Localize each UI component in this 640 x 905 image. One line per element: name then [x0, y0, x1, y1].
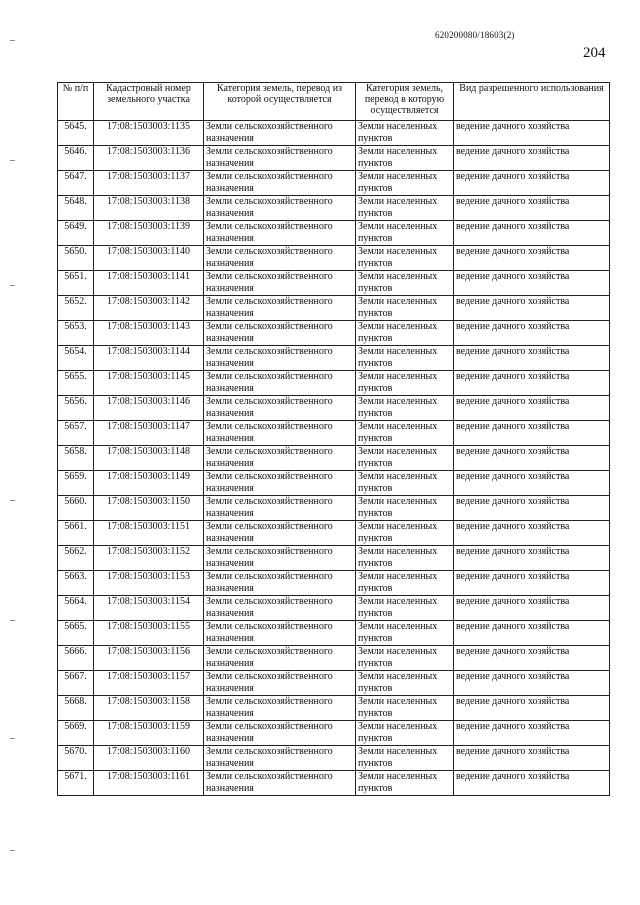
- category-to-line1: Земли населенных: [358, 396, 438, 407]
- category-to-line2: пунктов: [358, 758, 393, 769]
- row-number: 5668.: [58, 696, 94, 721]
- category-from-line1: Земли сельскохозяйственного: [206, 271, 333, 282]
- cadastral-number: 17:08:1503003:1140: [94, 246, 204, 271]
- category-from-line1: Земли сельскохозяйственного: [206, 471, 333, 482]
- permitted-use: ведение дачного хозяйства: [454, 171, 610, 196]
- permitted-use: ведение дачного хозяйства: [454, 596, 610, 621]
- category-to: [356, 721, 454, 746]
- category-from: [204, 621, 356, 646]
- category-from-line1: Земли сельскохозяйственного: [206, 121, 333, 132]
- category-from-line2: назначения: [206, 783, 254, 794]
- permitted-use: ведение дачного хозяйства: [454, 146, 610, 171]
- scan-margin-mark: [10, 500, 15, 501]
- table-row: [58, 496, 610, 521]
- category-to-line1: Земли населенных: [358, 446, 438, 457]
- category-to-line2: пунктов: [358, 133, 393, 144]
- category-to-line2: пунктов: [358, 483, 393, 494]
- table-row: [58, 571, 610, 596]
- category-to-line1: Земли населенных: [358, 771, 438, 782]
- category-to-line2: пунктов: [358, 308, 393, 319]
- table-row: [58, 521, 610, 546]
- category-from-line1: Земли сельскохозяйственного: [206, 546, 333, 557]
- land-plot-table: [57, 82, 610, 796]
- category-from: [204, 146, 356, 171]
- table-row: [58, 546, 610, 571]
- category-from-line2: назначения: [206, 558, 254, 569]
- category-to-line1: Земли населенных: [358, 521, 438, 532]
- scan-margin-mark: [10, 850, 15, 851]
- permitted-use: ведение дачного хозяйства: [454, 446, 610, 471]
- category-to-line2: пунктов: [358, 708, 393, 719]
- category-to-line1: Земли населенных: [358, 371, 438, 382]
- cadastral-number: 17:08:1503003:1155: [94, 621, 204, 646]
- category-to-line2: пунктов: [358, 608, 393, 619]
- category-to-line2: пунктов: [358, 433, 393, 444]
- cadastral-number: 17:08:1503003:1149: [94, 471, 204, 496]
- category-from-line1: Земли сельскохозяйственного: [206, 296, 333, 307]
- category-from-line2: назначения: [206, 658, 254, 669]
- category-from-line2: назначения: [206, 383, 254, 394]
- row-number: 5659.: [58, 471, 94, 496]
- category-from-line1: Земли сельскохозяйственного: [206, 421, 333, 432]
- category-to-line2: пунктов: [358, 358, 393, 369]
- category-from: [204, 546, 356, 571]
- row-number: 5661.: [58, 521, 94, 546]
- cadastral-number: 17:08:1503003:1139: [94, 221, 204, 246]
- category-to: [356, 596, 454, 621]
- document-number: 620200080/18603(2): [435, 30, 515, 40]
- permitted-use: ведение дачного хозяйства: [454, 121, 610, 146]
- table-row: [58, 671, 610, 696]
- category-from-line1: Земли сельскохозяйственного: [206, 571, 333, 582]
- category-to-line2: пунктов: [358, 783, 393, 794]
- permitted-use: ведение дачного хозяйства: [454, 296, 610, 321]
- category-to-line1: Земли населенных: [358, 346, 438, 357]
- category-to-line2: пунктов: [358, 333, 393, 344]
- category-to-line2: пунктов: [358, 583, 393, 594]
- permitted-use: ведение дачного хозяйства: [454, 671, 610, 696]
- scan-margin-mark: [10, 160, 15, 161]
- category-from-line2: назначения: [206, 683, 254, 694]
- row-number: 5665.: [58, 621, 94, 646]
- category-from-line1: Земли сельскохозяйственного: [206, 746, 333, 757]
- category-to: [356, 471, 454, 496]
- cadastral-number: 17:08:1503003:1135: [94, 121, 204, 146]
- category-to: [356, 671, 454, 696]
- category-from-line1: Земли сельскохозяйственного: [206, 771, 333, 782]
- category-from-line1: Земли сельскохозяйственного: [206, 721, 333, 732]
- category-to: [356, 546, 454, 571]
- category-from: [204, 271, 356, 296]
- category-to: [356, 246, 454, 271]
- permitted-use: ведение дачного хозяйства: [454, 696, 610, 721]
- row-number: 5655.: [58, 371, 94, 396]
- category-to: [356, 521, 454, 546]
- category-to-line1: Земли населенных: [358, 546, 438, 557]
- category-from-line1: Земли сельскохозяйственного: [206, 321, 333, 332]
- table-row: [58, 446, 610, 471]
- cadastral-number: 17:08:1503003:1148: [94, 446, 204, 471]
- category-to-line2: пунктов: [358, 183, 393, 194]
- category-to-line2: пунктов: [358, 508, 393, 519]
- category-from-line1: Земли сельскохозяйственного: [206, 646, 333, 657]
- category-from-line2: назначения: [206, 158, 254, 169]
- permitted-use: ведение дачного хозяйства: [454, 771, 610, 796]
- category-to-line1: Земли населенных: [358, 646, 438, 657]
- category-to: [356, 396, 454, 421]
- category-from: [204, 471, 356, 496]
- row-number: 5664.: [58, 596, 94, 621]
- category-to: [356, 121, 454, 146]
- col-header-category-to: Категория земель, перевод в которую осуществляется: [356, 83, 454, 121]
- row-number: 5670.: [58, 746, 94, 771]
- permitted-use: ведение дачного хозяйства: [454, 421, 610, 446]
- permitted-use: ведение дачного хозяйства: [454, 271, 610, 296]
- table-row: [58, 271, 610, 296]
- category-from-line2: назначения: [206, 583, 254, 594]
- category-from: [204, 321, 356, 346]
- table-row: [58, 221, 610, 246]
- category-from: [204, 296, 356, 321]
- category-from-line1: Земли сельскохозяйственного: [206, 246, 333, 257]
- row-number: 5653.: [58, 321, 94, 346]
- category-to-line1: Земли населенных: [358, 221, 438, 232]
- category-to-line2: пунктов: [358, 658, 393, 669]
- table-row: [58, 471, 610, 496]
- category-from: [204, 696, 356, 721]
- cadastral-number: 17:08:1503003:1136: [94, 146, 204, 171]
- category-to: [356, 196, 454, 221]
- cadastral-number: 17:08:1503003:1146: [94, 396, 204, 421]
- scan-margin-mark: [10, 738, 15, 739]
- row-number: 5647.: [58, 171, 94, 196]
- category-from: [204, 121, 356, 146]
- category-from-line1: Земли сельскохозяйственного: [206, 621, 333, 632]
- category-from-line2: назначения: [206, 633, 254, 644]
- row-number: 5669.: [58, 721, 94, 746]
- category-to-line1: Земли населенных: [358, 421, 438, 432]
- row-number: 5671.: [58, 771, 94, 796]
- category-to-line1: Земли населенных: [358, 246, 438, 257]
- category-from-line1: Земли сельскохозяйственного: [206, 696, 333, 707]
- table-row: [58, 296, 610, 321]
- category-from: [204, 171, 356, 196]
- category-to-line1: Земли населенных: [358, 621, 438, 632]
- scan-margin-mark: [10, 620, 15, 621]
- category-from-line2: назначения: [206, 308, 254, 319]
- category-to-line1: Земли населенных: [358, 596, 438, 607]
- row-number: 5666.: [58, 646, 94, 671]
- row-number: 5651.: [58, 271, 94, 296]
- cadastral-number: 17:08:1503003:1156: [94, 646, 204, 671]
- table-row: [58, 196, 610, 221]
- category-from: [204, 246, 356, 271]
- cadastral-number: 17:08:1503003:1158: [94, 696, 204, 721]
- category-to-line1: Земли населенных: [358, 471, 438, 482]
- category-from: [204, 671, 356, 696]
- permitted-use: ведение дачного хозяйства: [454, 246, 610, 271]
- row-number: 5667.: [58, 671, 94, 696]
- category-from-line2: назначения: [206, 333, 254, 344]
- table-row: [58, 771, 610, 796]
- category-from: [204, 496, 356, 521]
- category-from-line2: назначения: [206, 208, 254, 219]
- table-row: [58, 646, 610, 671]
- category-to-line1: Земли населенных: [358, 121, 438, 132]
- permitted-use: ведение дачного хозяйства: [454, 396, 610, 421]
- category-to: [356, 571, 454, 596]
- category-to-line2: пунктов: [358, 158, 393, 169]
- row-number: 5646.: [58, 146, 94, 171]
- page-number: 204: [583, 45, 606, 61]
- row-number: 5657.: [58, 421, 94, 446]
- permitted-use: ведение дачного хозяйства: [454, 571, 610, 596]
- category-from: [204, 571, 356, 596]
- category-from: [204, 221, 356, 246]
- category-to-line1: Земли населенных: [358, 721, 438, 732]
- permitted-use: ведение дачного хозяйства: [454, 321, 610, 346]
- category-from-line2: назначения: [206, 733, 254, 744]
- cadastral-number: 17:08:1503003:1145: [94, 371, 204, 396]
- permitted-use: ведение дачного хозяйства: [454, 621, 610, 646]
- cadastral-number: 17:08:1503003:1160: [94, 746, 204, 771]
- category-to-line2: пунктов: [358, 733, 393, 744]
- permitted-use: ведение дачного хозяйства: [454, 471, 610, 496]
- category-to: [356, 421, 454, 446]
- category-to-line2: пунктов: [358, 683, 393, 694]
- category-to-line2: пунктов: [358, 208, 393, 219]
- category-to-line2: пунктов: [358, 233, 393, 244]
- category-from: [204, 521, 356, 546]
- category-from-line2: назначения: [206, 758, 254, 769]
- category-from: [204, 371, 356, 396]
- row-number: 5663.: [58, 571, 94, 596]
- cadastral-number: 17:08:1503003:1153: [94, 571, 204, 596]
- category-to: [356, 621, 454, 646]
- col-header-cadastral: Кадастровый номер земельного участка: [94, 83, 204, 121]
- cadastral-number: 17:08:1503003:1159: [94, 721, 204, 746]
- permitted-use: ведение дачного хозяйства: [454, 196, 610, 221]
- category-to-line1: Земли населенных: [358, 271, 438, 282]
- category-from: [204, 721, 356, 746]
- category-to-line1: Земли населенных: [358, 196, 438, 207]
- table-row: [58, 371, 610, 396]
- permitted-use: ведение дачного хозяйства: [454, 721, 610, 746]
- table-row: [58, 621, 610, 646]
- category-from-line1: Земли сельскохозяйственного: [206, 221, 333, 232]
- category-from: [204, 771, 356, 796]
- row-number: 5650.: [58, 246, 94, 271]
- row-number: 5648.: [58, 196, 94, 221]
- permitted-use: ведение дачного хозяйства: [454, 346, 610, 371]
- category-to-line1: Земли населенных: [358, 296, 438, 307]
- row-number: 5654.: [58, 346, 94, 371]
- col-header-category-from: Категория земель, перевод из которой осуществляется: [204, 83, 356, 121]
- category-from-line1: Земли сельскохозяйственного: [206, 371, 333, 382]
- table-row: [58, 346, 610, 371]
- category-to-line1: Земли населенных: [358, 746, 438, 757]
- permitted-use: ведение дачного хозяйства: [454, 546, 610, 571]
- category-from: [204, 596, 356, 621]
- category-from: [204, 446, 356, 471]
- category-to: [356, 696, 454, 721]
- row-number: 5658.: [58, 446, 94, 471]
- category-to-line2: пунктов: [358, 258, 393, 269]
- category-to-line1: Земли населенных: [358, 696, 438, 707]
- category-from-line2: назначения: [206, 483, 254, 494]
- category-to-line2: пунктов: [358, 458, 393, 469]
- cadastral-number: 17:08:1503003:1152: [94, 546, 204, 571]
- category-from-line2: назначения: [206, 358, 254, 369]
- category-from: [204, 346, 356, 371]
- table-row: [58, 396, 610, 421]
- table-body: [58, 121, 610, 796]
- category-to: [356, 321, 454, 346]
- category-from-line1: Земли сельскохозяйственного: [206, 496, 333, 507]
- category-to-line2: пунктов: [358, 533, 393, 544]
- category-from: [204, 396, 356, 421]
- cadastral-number: 17:08:1503003:1150: [94, 496, 204, 521]
- category-from: [204, 421, 356, 446]
- row-number: 5652.: [58, 296, 94, 321]
- table-row: [58, 746, 610, 771]
- permitted-use: ведение дачного хозяйства: [454, 521, 610, 546]
- scan-margin-mark: [10, 285, 15, 286]
- table-row: [58, 721, 610, 746]
- table-row: [58, 321, 610, 346]
- category-to-line2: пунктов: [358, 633, 393, 644]
- table-row: [58, 171, 610, 196]
- row-number: 5656.: [58, 396, 94, 421]
- cadastral-number: 17:08:1503003:1143: [94, 321, 204, 346]
- table-row: [58, 146, 610, 171]
- category-from-line1: Земли сельскохозяйственного: [206, 146, 333, 157]
- cadastral-number: 17:08:1503003:1157: [94, 671, 204, 696]
- cadastral-number: 17:08:1503003:1142: [94, 296, 204, 321]
- category-from-line1: Земли сельскохозяйственного: [206, 446, 333, 457]
- category-to: [356, 296, 454, 321]
- category-to: [356, 496, 454, 521]
- cadastral-number: 17:08:1503003:1144: [94, 346, 204, 371]
- col-header-permitted-use: Вид разрешенного использования: [454, 83, 610, 121]
- cadastral-number: 17:08:1503003:1161: [94, 771, 204, 796]
- category-to: [356, 171, 454, 196]
- table-row: [58, 596, 610, 621]
- permitted-use: ведение дачного хозяйства: [454, 746, 610, 771]
- table-row: [58, 246, 610, 271]
- category-from: [204, 746, 356, 771]
- category-from-line1: Земли сельскохозяйственного: [206, 521, 333, 532]
- permitted-use: ведение дачного хозяйства: [454, 646, 610, 671]
- category-from-line2: назначения: [206, 533, 254, 544]
- category-to-line1: Земли населенных: [358, 321, 438, 332]
- row-number: 5662.: [58, 546, 94, 571]
- cadastral-number: 17:08:1503003:1137: [94, 171, 204, 196]
- cadastral-number: 17:08:1503003:1141: [94, 271, 204, 296]
- category-to-line2: пунктов: [358, 408, 393, 419]
- category-from-line2: назначения: [206, 233, 254, 244]
- category-from-line2: назначения: [206, 183, 254, 194]
- category-from-line2: назначения: [206, 608, 254, 619]
- cadastral-number: 17:08:1503003:1138: [94, 196, 204, 221]
- scan-margin-mark: [10, 40, 15, 41]
- category-to-line2: пунктов: [358, 558, 393, 569]
- category-to-line1: Земли населенных: [358, 571, 438, 582]
- category-from-line1: Земли сельскохозяйственного: [206, 671, 333, 682]
- category-from-line2: назначения: [206, 283, 254, 294]
- row-number: 5649.: [58, 221, 94, 246]
- category-from-line1: Земли сельскохозяйственного: [206, 196, 333, 207]
- category-to-line2: пунктов: [358, 383, 393, 394]
- category-to: [356, 646, 454, 671]
- cadastral-number: 17:08:1503003:1147: [94, 421, 204, 446]
- row-number: 5660.: [58, 496, 94, 521]
- category-to: [356, 746, 454, 771]
- category-to-line1: Земли населенных: [358, 496, 438, 507]
- category-from-line2: назначения: [206, 508, 254, 519]
- category-from: [204, 646, 356, 671]
- category-to: [356, 146, 454, 171]
- table-row: [58, 121, 610, 146]
- category-to: [356, 771, 454, 796]
- category-from-line1: Земли сельскохозяйственного: [206, 171, 333, 182]
- category-to: [356, 371, 454, 396]
- table-header-row: [58, 83, 610, 121]
- category-to-line2: пунктов: [358, 283, 393, 294]
- category-from-line2: назначения: [206, 133, 254, 144]
- category-to: [356, 446, 454, 471]
- category-to-line1: Земли населенных: [358, 146, 438, 157]
- permitted-use: ведение дачного хозяйства: [454, 371, 610, 396]
- category-from-line1: Земли сельскохозяйственного: [206, 596, 333, 607]
- permitted-use: ведение дачного хозяйства: [454, 496, 610, 521]
- category-from-line2: назначения: [206, 258, 254, 269]
- category-from-line2: назначения: [206, 408, 254, 419]
- category-from-line1: Земли сельскохозяйственного: [206, 346, 333, 357]
- category-to: [356, 346, 454, 371]
- category-from-line2: назначения: [206, 433, 254, 444]
- row-number: 5645.: [58, 121, 94, 146]
- category-to: [356, 221, 454, 246]
- category-from-line1: Земли сельскохозяйственного: [206, 396, 333, 407]
- category-to: [356, 271, 454, 296]
- permitted-use: ведение дачного хозяйства: [454, 221, 610, 246]
- category-from-line2: назначения: [206, 708, 254, 719]
- cadastral-number: 17:08:1503003:1154: [94, 596, 204, 621]
- col-header-number: № п/п: [58, 83, 94, 121]
- category-from: [204, 196, 356, 221]
- category-to-line1: Земли населенных: [358, 671, 438, 682]
- category-from-line2: назначения: [206, 458, 254, 469]
- category-to-line1: Земли населенных: [358, 171, 438, 182]
- table-row: [58, 421, 610, 446]
- table-row: [58, 696, 610, 721]
- cadastral-number: 17:08:1503003:1151: [94, 521, 204, 546]
